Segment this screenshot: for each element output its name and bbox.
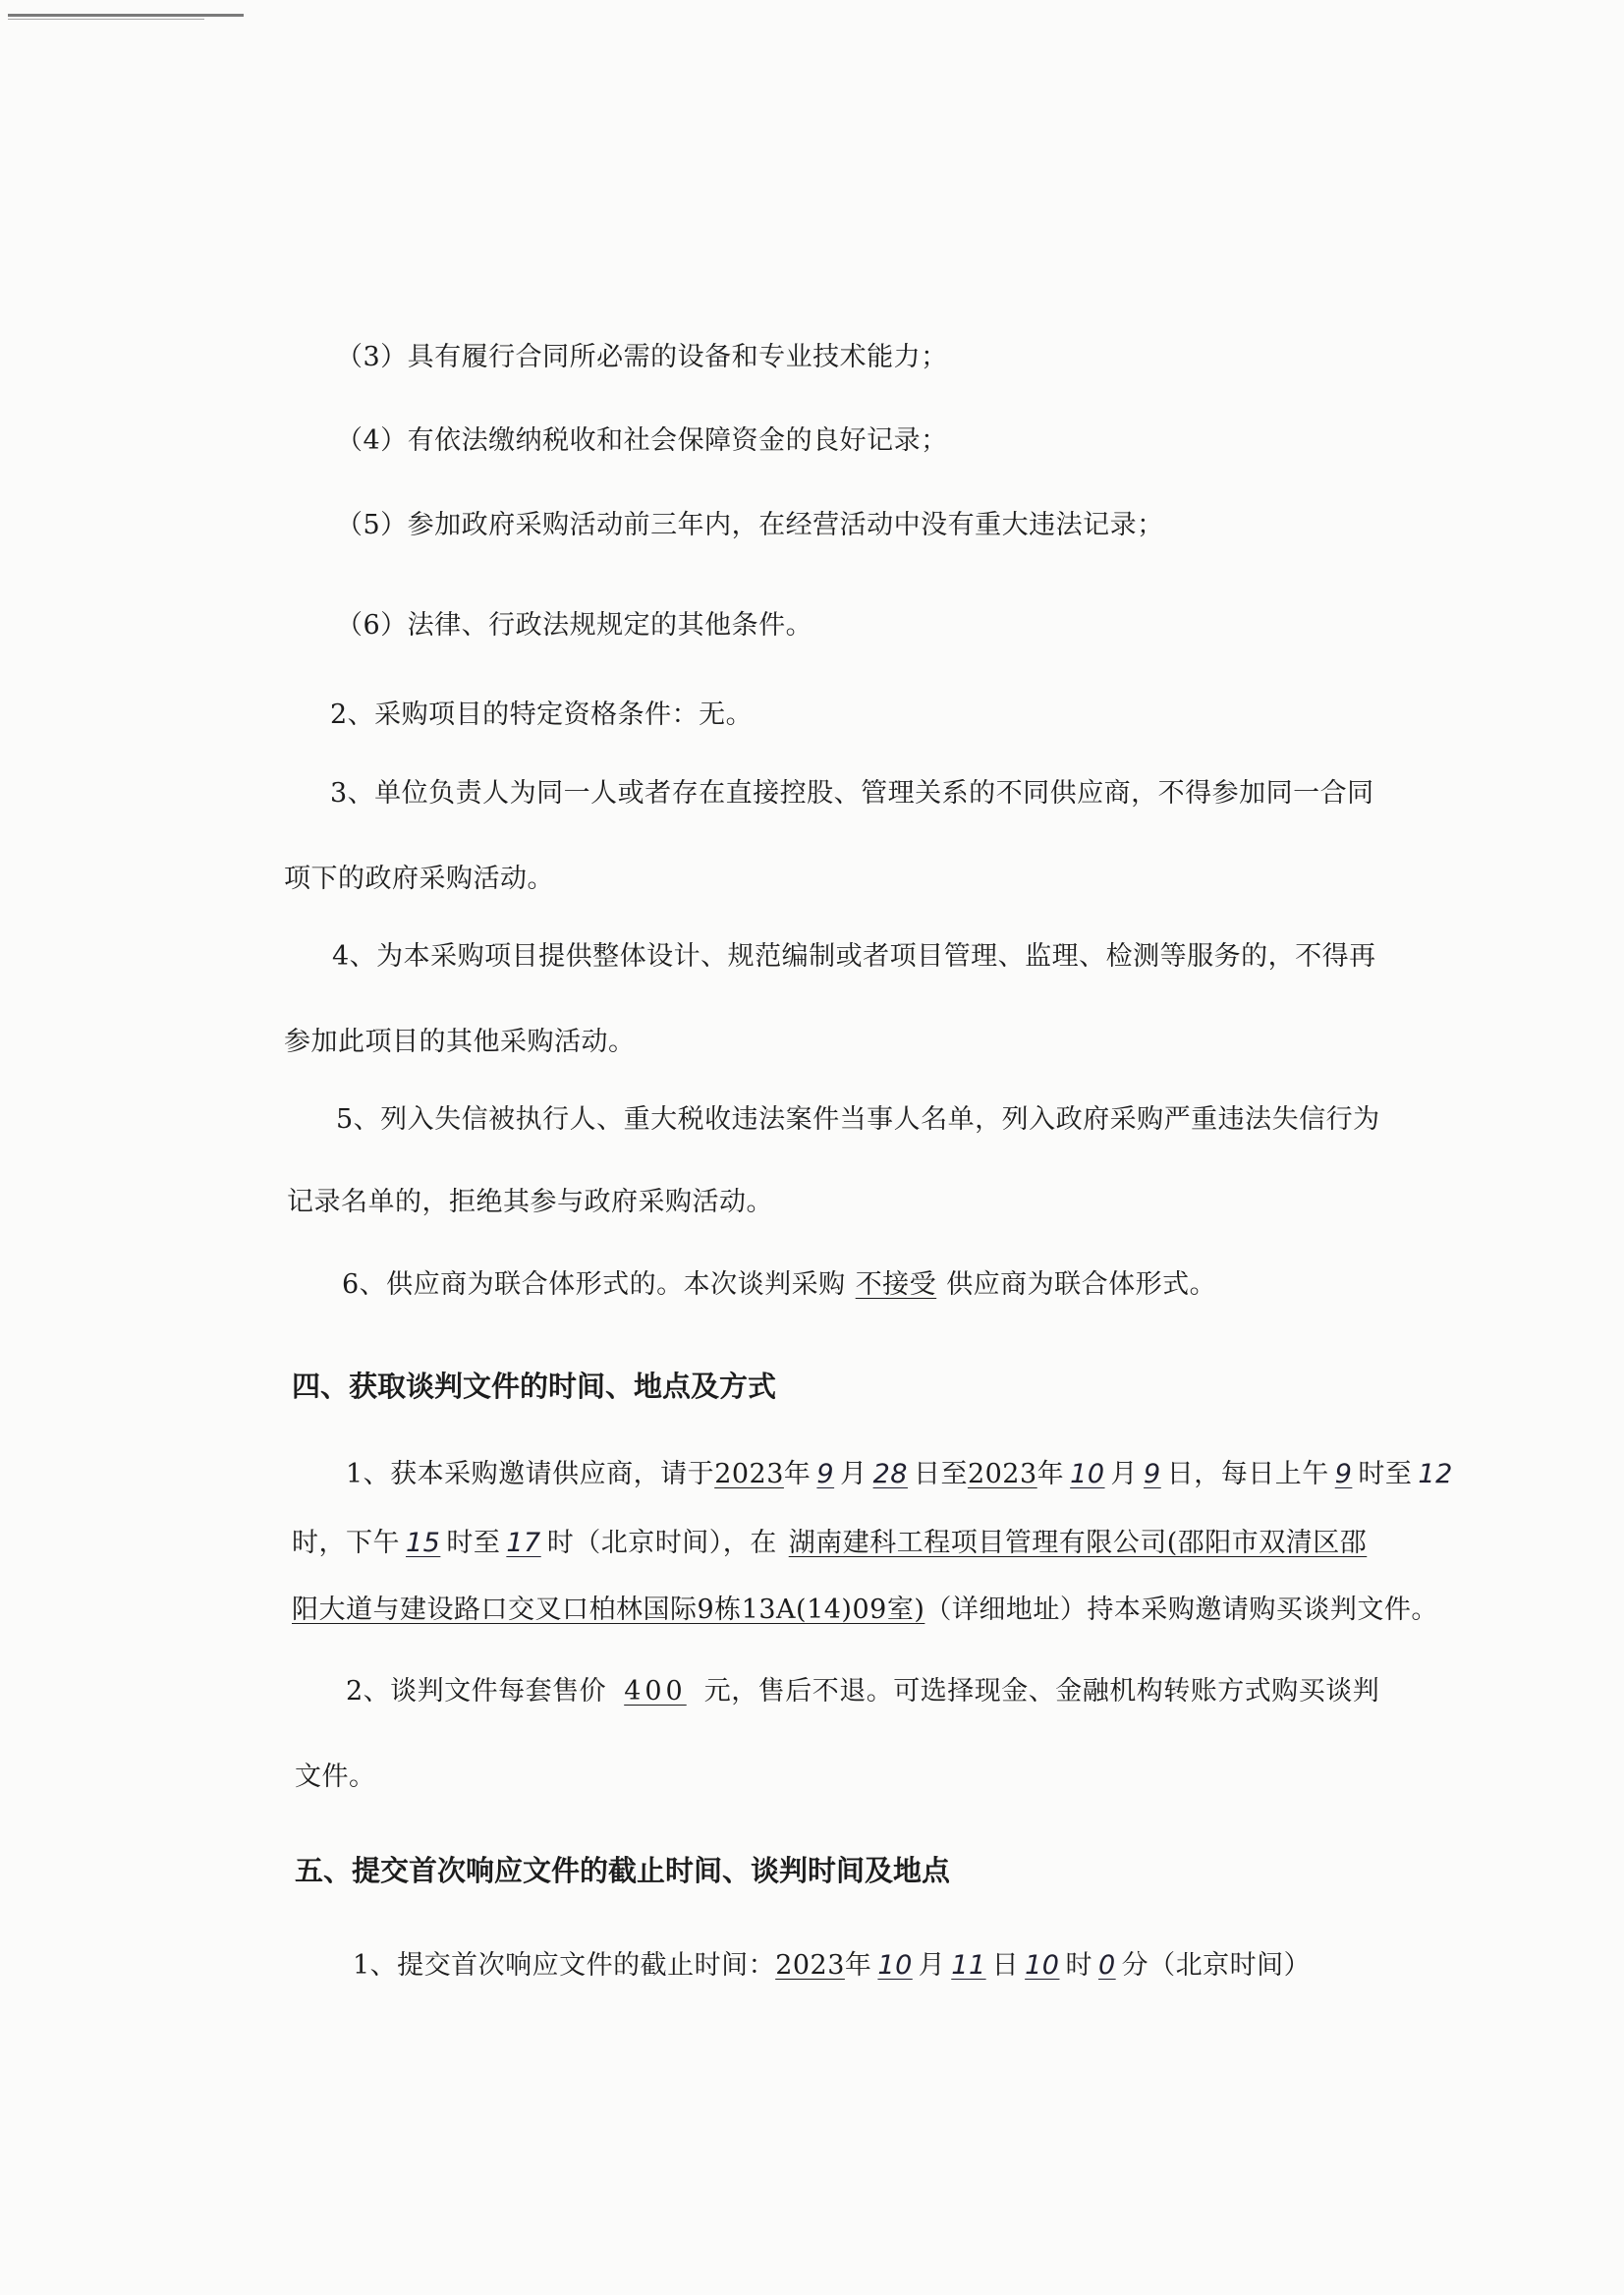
- deadline-month: 10: [877, 1950, 913, 1981]
- end-month: 10: [1070, 1459, 1105, 1489]
- special-qualification: 2、采购项目的特定资格条件：无。: [330, 700, 754, 730]
- clause-5-line1: 5、列入失信被执行人、重大税收违法案件当事人名单，列入政府采购严重违法失信行为: [336, 1104, 1380, 1135]
- deadline-hour: 10: [1025, 1950, 1060, 1981]
- section-4-p1-line3: [292, 1593, 1438, 1628]
- section-5-p1: [353, 1948, 1311, 1984]
- clause-4-line1: 4、为本采购项目提供整体设计、规范编制或者项目管理、监理、检测等服务的，不得再: [332, 941, 1376, 972]
- text-month: 月: [918, 1950, 946, 1981]
- text-year: 年: [844, 1950, 872, 1981]
- text-hour: 时: [1065, 1950, 1092, 1981]
- deadline-day: 11: [951, 1950, 986, 1981]
- condition-4: （4）有依法缴纳税收和社会保障资金的良好记录；: [336, 425, 948, 456]
- deadline-text: 1、提交首次响应文件的截止时间：: [353, 1950, 776, 1981]
- deadline-minute: 0: [1097, 1950, 1116, 1981]
- text-month: 月: [840, 1459, 868, 1489]
- end-year: 2023: [967, 1459, 1037, 1489]
- text-a: 1、获本采购邀请供应商，请于: [346, 1459, 715, 1489]
- scan-edge-mark-thin: [8, 19, 204, 20]
- price-text: 2、谈判文件每套售价: [346, 1676, 607, 1707]
- section-4-p1-line2: [292, 1526, 1367, 1561]
- text-to: 时至: [1358, 1459, 1413, 1489]
- section-5-heading: 五、提交首次响应文件的截止时间、谈判时间及地点: [295, 1854, 951, 1887]
- clause-6: [342, 1267, 1216, 1303]
- clause-6-text: 6、供应商为联合体形式的。本次谈判采购: [342, 1269, 846, 1300]
- text-beijing: 时（北京时间），在: [546, 1528, 777, 1558]
- am-end: 12: [1418, 1459, 1453, 1489]
- condition-6: （6）法律、行政法规规定的其他条件。: [336, 610, 813, 641]
- text-daily: 日，每日上午: [1166, 1459, 1329, 1489]
- clause-5-line2: 记录名单的，拒绝其参与政府采购活动。: [287, 1187, 773, 1217]
- end-day: 9: [1144, 1459, 1161, 1489]
- condition-5: （5）参加政府采购活动前三年内，在经营活动中没有重大违法记录；: [336, 510, 1164, 540]
- text-year2: 年: [1036, 1459, 1065, 1489]
- section-4-p2-line2: 文件。: [295, 1762, 376, 1792]
- price-text-end: 元，售后不退。可选择现金、金融机构转账方式购买谈判: [703, 1676, 1380, 1707]
- start-month: 9: [816, 1459, 835, 1489]
- scan-edge-mark: [8, 14, 244, 17]
- pm-start: 15: [406, 1528, 441, 1558]
- condition-3: （3）具有履行合同所必需的设备和专业技术能力；: [336, 342, 948, 372]
- text-month2: 月: [1110, 1459, 1139, 1489]
- pm-end: 17: [506, 1528, 541, 1558]
- deadline-year: 2023: [775, 1950, 845, 1981]
- text-to2: 时至: [446, 1528, 501, 1558]
- section-4-p2-line1: [346, 1674, 1379, 1709]
- price-value: 400: [624, 1676, 687, 1707]
- clause-3-line1: 3、单位负责人为同一人或者存在直接控股、管理关系的不同供应商，不得参加同一合同: [330, 778, 1374, 809]
- text-address-note: （详细地址）持本采购邀请购买谈判文件。: [924, 1595, 1438, 1625]
- place-line2: 阳大道与建设路口交叉口柏林国际9栋13A(14)09室): [292, 1595, 925, 1625]
- place-line1: 湖南建科工程项目管理有限公司(邵阳市双清区邵: [788, 1528, 1368, 1558]
- start-day: 28: [872, 1459, 908, 1489]
- consortium-fill: 不接受: [855, 1269, 937, 1300]
- start-year: 2023: [714, 1459, 784, 1489]
- section-4-heading: 四、获取谈判文件的时间、地点及方式: [292, 1370, 777, 1403]
- text-hour-pm: 时，下午: [292, 1528, 400, 1558]
- section-4-p1-line1: [346, 1457, 1459, 1492]
- text-day: 日: [991, 1950, 1020, 1981]
- text-year: 年: [783, 1459, 812, 1489]
- clause-3-line2: 项下的政府采购活动。: [284, 864, 554, 894]
- clause-6-text-end: 供应商为联合体形式。: [946, 1269, 1217, 1300]
- am-start: 9: [1334, 1459, 1353, 1489]
- clause-4-line2: 参加此项目的其他采购活动。: [284, 1027, 636, 1057]
- text-minute: 分（北京时间）: [1121, 1950, 1312, 1981]
- text-day-to: 日至: [913, 1459, 968, 1489]
